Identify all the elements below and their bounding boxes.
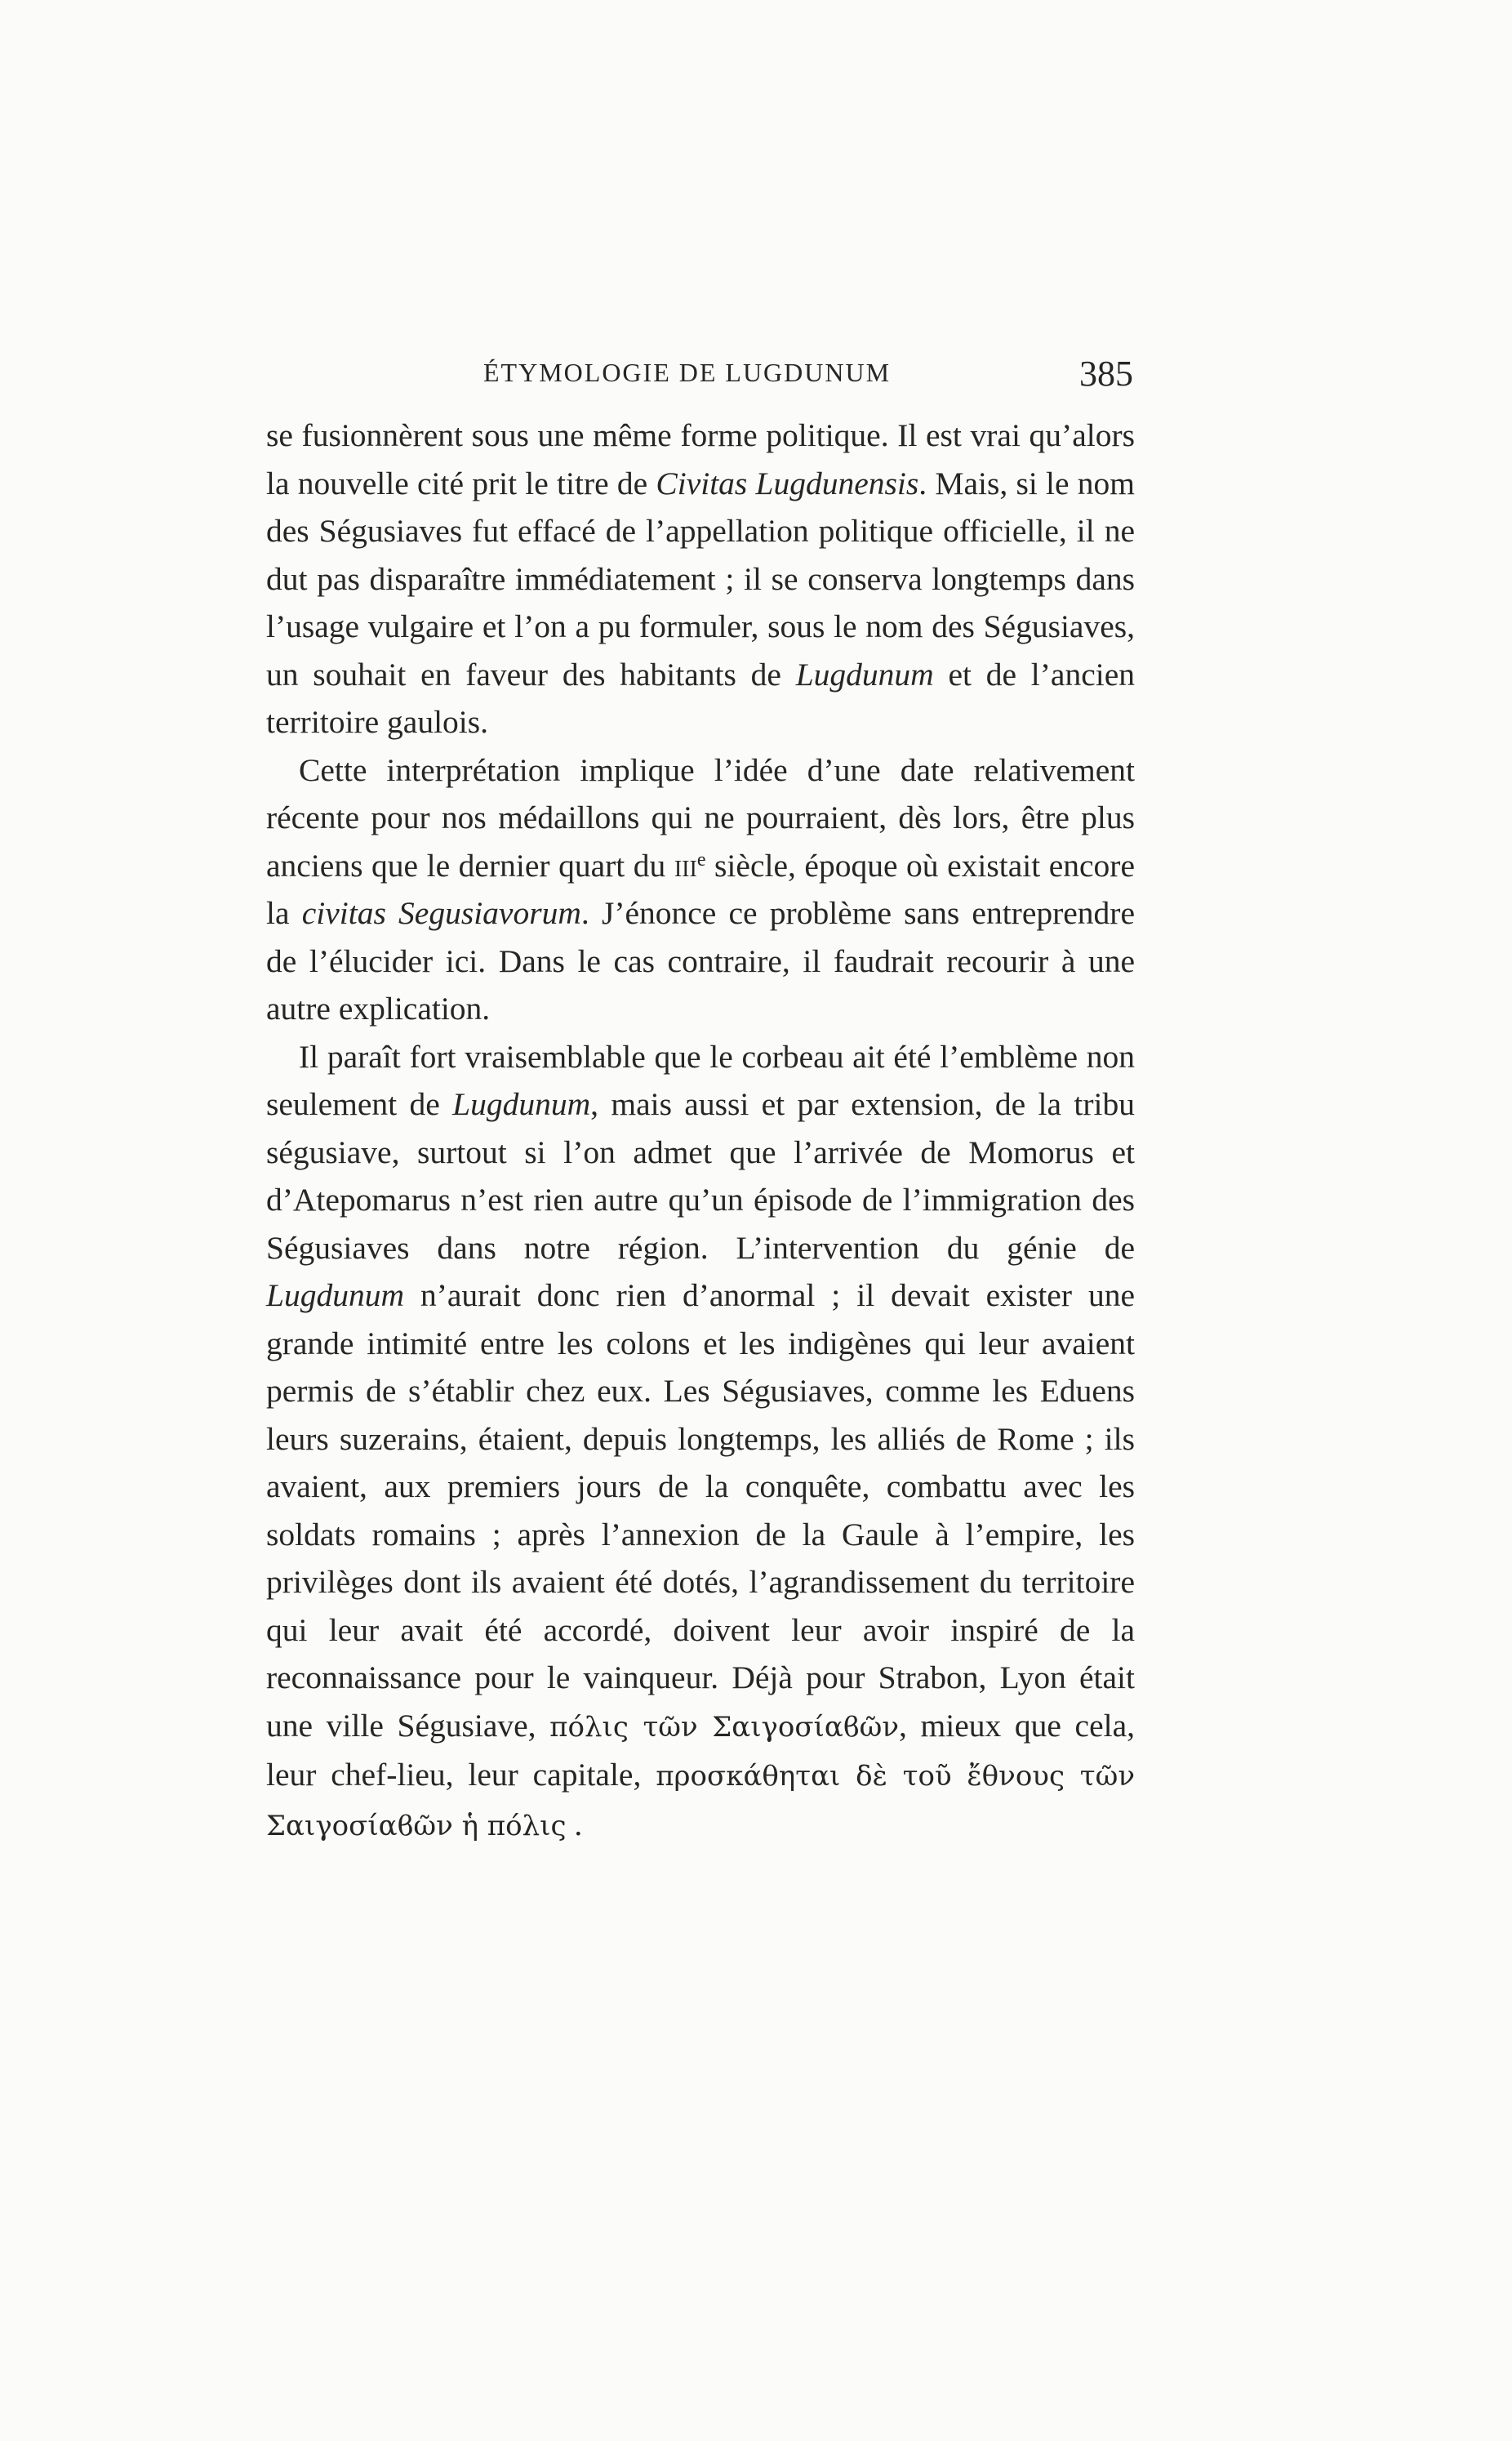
italic-term: Lugdunum — [266, 1277, 404, 1313]
text-run: Il paraît fort vraisemblable que le corbeau ait été l’emblème non seulement de — [266, 1038, 1135, 1122]
body-text — [266, 412, 1135, 1850]
text-run: siècle, époque où existait encore la — [266, 847, 1135, 931]
greek-quote: προσκάθηται δὲ τοῦ ἔθνους τῶν Σαιγοσίαϐῶν ἡ πόλις — [266, 1760, 1135, 1842]
text-run: . J’énonce ce problème sans entreprendre de l’élucider ici. Dans le cas contraire, il faudrait recourir à une autre explication. — [266, 895, 1135, 1027]
text-run: n’aurait donc rien d’anormal ; il devait exister une grande intimité entre les colons et les indigènes qui leur avaient permis de s’établir chez eux. Les Ségusiaves, comme les Eduens leurs suzerains, étaient, depuis longtemps, les alliés de Rome ; ils avaient, aux premiers jours de la conquête, combattu avec les soldats romains ; après l’annexion de la Gaule à l’empire, les privilèges dont ils avaient été dotés, l’agrandissement du territoire qui leur avait été accordé, doivent leur avoir inspiré de la reconnaissance pour le vainqueur. Déjà pour Strabon, Lyon était une ville Ségusiave, — [266, 1277, 1135, 1744]
italic-term: Civitas Lugdunensis — [656, 465, 919, 501]
italic-term: Lugdunum — [795, 656, 934, 693]
paragraph-2 — [266, 746, 1135, 1033]
page-header — [265, 353, 1133, 399]
text-run: . — [566, 1806, 583, 1842]
text-run: . Mais, si le nom des Ségusiaves fut effacé de l’appellation politique officielle, il ne dut pas disparaître immédiatement ; il se conserva longtemps dans l’usage vulgaire et l’on a pu formuler, sous le nom des Ségusiaves, un souhait en faveur des habitants de — [266, 465, 1135, 693]
text-run: Cette interprétation implique l’idée d’une date relativement récente pour nos médaillons qui ne pourraient, dès lors, être plus anciens que le dernier quart du — [266, 751, 1135, 884]
text-run: , mais aussi et par extension, de la tribu ségusiave, surtout si l’on admet que l’arrivée de Momorus et d’Atepomarus n’est rien autre qu’un épisode de l’immigration des Ségusiaves dans notre région. L’intervention du génie de — [266, 1086, 1135, 1266]
text-run: se fusionnèrent sous une même forme politique. Il est vrai qu’alors la nouvelle cité prit le titre de — [266, 417, 1135, 501]
paragraph-1 — [266, 412, 1135, 746]
italic-term: Lugdunum — [452, 1086, 591, 1122]
greek-quote: πόλις τῶν Σαιγοσίαϐῶν — [549, 1710, 900, 1744]
text-run: et de l’ancien territoire gaulois. — [266, 656, 1135, 740]
page-number: 385 — [1079, 354, 1133, 394]
superscript: e — [696, 849, 706, 871]
paragraph-3 — [266, 1033, 1135, 1851]
running-head: ÉTYMOLOGIE DE LUGDUNUM — [483, 358, 892, 387]
text-run: , mieux que cela, leur chef-lieu, leur capitale, — [266, 1707, 1135, 1793]
italic-term: civitas Segusiavorum — [301, 895, 581, 931]
roman-numeral: iii — [674, 847, 697, 884]
